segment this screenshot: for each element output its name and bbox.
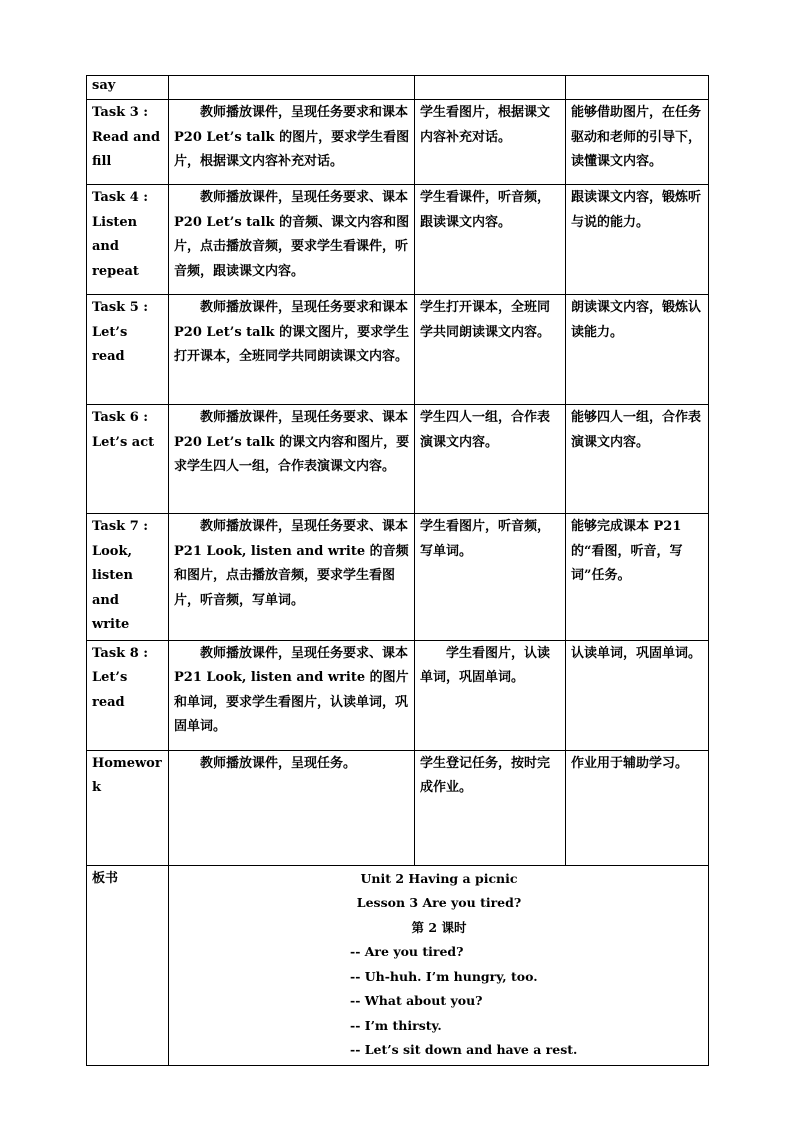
task-name-cell: Task 6 : Let’s act	[87, 405, 169, 514]
board-title: Unit 2 Having a picnic	[360, 870, 518, 886]
student-activity-cell: 学生看图片，根据课文内容补充对话。	[415, 100, 566, 185]
goal-cell	[566, 76, 709, 100]
teacher-activity-cell: 教师播放课件，呈现任务要求、课本 P21 Look, listen and write 的音频和图片，点击播放音频，要求学生看图片，听音频，写单词。	[169, 514, 415, 641]
teacher-activity-cell: 教师播放课件，呈现任务要求、课本 P21 Look, listen and write 的图片和单词，要求学生看图片，认读单词，巩固单词。	[169, 640, 415, 750]
student-activity-cell: 学生看课件，听音频，跟读课文内容。	[415, 185, 566, 295]
task-name-cell: Task 5 : Let’s read	[87, 295, 169, 405]
goal-cell: 跟读课文内容，锻炼听与说的能力。	[566, 185, 709, 295]
table-row	[87, 750, 709, 865]
teacher-activity-cell: 教师播放课件，呈现任务要求和课本 P20 Let’s talk 的课文图片，要求学生打开课本，全班同学共同朗读课文内容。	[169, 295, 415, 405]
task-name-cell: Task 3 : Read and fill	[87, 100, 169, 185]
table-row	[87, 295, 709, 405]
goal-cell: 能够四人一组，合作表演课文内容。	[566, 405, 709, 514]
teacher-activity-cell: 教师播放课件，呈现任务要求、课本 P20 Let’s talk 的课文内容和图片，要求学生四人一组，合作表演课文内容。	[169, 405, 415, 514]
student-activity-cell: 学生打开课本，全班同学共同朗读课文内容。	[415, 295, 566, 405]
table-row	[87, 865, 709, 1065]
student-activity-cell: 学生登记任务，按时完成作业。	[415, 750, 566, 865]
table-row	[87, 185, 709, 295]
goal-cell: 认读单词，巩固单词。	[566, 640, 709, 750]
task-name-cell: say	[87, 76, 169, 100]
student-activity-cell: 学生看图片，听音频，写单词。	[415, 514, 566, 641]
table-row	[87, 100, 709, 185]
board-content-cell	[169, 865, 709, 1065]
board-subtitle: Lesson 3 Are you tired?	[356, 895, 522, 910]
task-name-cell: Task 7 : Look, listen and write	[87, 514, 169, 641]
board-lesson-period: 第 2 课时	[411, 919, 467, 935]
table-row	[87, 76, 709, 100]
goal-cell: 能够完成课本 P21 的“看图，听音，写词”任务。	[566, 514, 709, 641]
dialogue-line: -- I’m thirsty.	[350, 1017, 442, 1033]
teacher-activity-cell: 教师播放课件，呈现任务要求和课本 P20 Let’s talk 的图片，要求学生看图片，根据课文内容补充对话。	[169, 100, 415, 185]
student-activity-cell: 学生四人一组，合作表演课文内容。	[415, 405, 566, 514]
task-name-cell: Task 4 : Listen and repeat	[87, 185, 169, 295]
dialogue-line: -- Uh-huh. I’m hungry, too.	[350, 968, 538, 984]
teacher-activity-cell: 教师播放课件，呈现任务。	[169, 750, 415, 865]
board-label-cell: 板书	[87, 865, 169, 1065]
task-name-cell: Homework	[87, 750, 169, 865]
goal-cell: 朗读课文内容，锻炼认读能力。	[566, 295, 709, 405]
dialogue-line: -- Let’s sit down and have a rest.	[350, 1042, 578, 1057]
teacher-activity-cell: 教师播放课件，呈现任务要求、课本 P20 Let’s talk 的音频、课文内容和图片，点击播放音频，要求学生看课件，听音频，跟读课文内容。	[169, 185, 415, 295]
table-row	[87, 405, 709, 514]
dialogue-line: -- What about you?	[350, 993, 483, 1008]
goal-cell: 作业用于辅助学习。	[566, 750, 709, 865]
table-row	[87, 640, 709, 750]
goal-cell: 能够借助图片，在任务驱动和老师的引导下，读懂课文内容。	[566, 100, 709, 185]
task-name-cell: Task 8 : Let’s read	[87, 640, 169, 750]
table-row	[87, 514, 709, 641]
teacher-activity-cell	[169, 76, 415, 100]
student-activity-cell: 学生看图片，认读单词，巩固单词。	[415, 640, 566, 750]
lesson-plan-table	[86, 75, 709, 1066]
dialogue-line: -- Are you tired?	[350, 944, 464, 959]
student-activity-cell	[415, 76, 566, 100]
